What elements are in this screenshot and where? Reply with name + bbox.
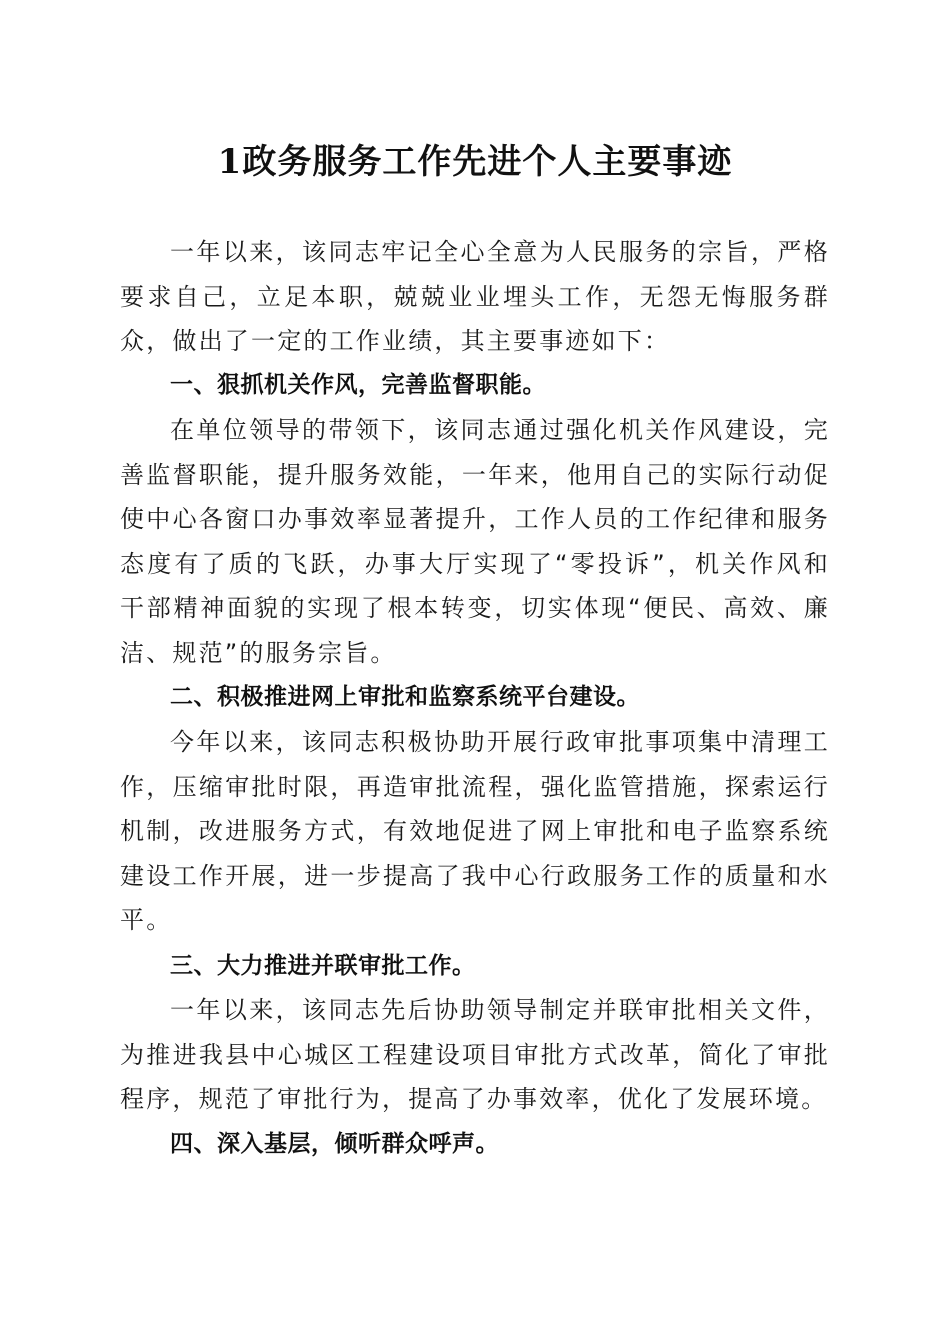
section-1-heading: 一、狠抓机关作风，完善监督职能。: [170, 372, 546, 398]
section-3-heading: 三、大力推进并联审批工作。: [170, 953, 476, 979]
section-2-heading: 二、积极推进网上审批和监察系统平台建设。: [170, 684, 640, 710]
section-2-body: 今年以来，该同志积极协助开展行政审批事项集中清理工作，压缩审批时限，再造审批流程，强化监管措施，探索运行机制，改进服务方式，有效地促进了网上审批和电子监察系统建设工作开展，进一步提高了我中心行政服务工作的质量和水平。: [120, 728, 830, 934]
intro-paragraph: 一年以来，该同志牢记全心全意为人民服务的宗旨，严格要求自己，立足本职，兢兢业业埋头工作，无怨无悔服务群众，做出了一定的工作业绩，其主要事迹如下：: [120, 238, 830, 355]
section-1-body: 在单位领导的带领下，该同志通过强化机关作风建设，完善监督职能，提升服务效能，一年来，他用自己的实际行动促使中心各窗口办事效率显著提升，工作人员的工作纪律和服务态度有了质的飞跃，办事大厅实现了“零投诉”，机关作风和干部精神面貌的实现了根本转变，切实体现“便民、高效、廉洁、规范”的服务宗旨。: [120, 416, 830, 667]
document-title: 1政务服务工作先进个人主要事迹: [217, 142, 733, 182]
section-3-body: 一年以来，该同志先后协助领导制定并联审批相关文件，为推进我县中心城区工程建设项目审批方式改革，简化了审批程序，规范了审批行为，提高了办事效率，优化了发展环境。: [120, 996, 830, 1113]
section-4-heading: 四、深入基层，倾听群众呼声。: [170, 1131, 499, 1157]
